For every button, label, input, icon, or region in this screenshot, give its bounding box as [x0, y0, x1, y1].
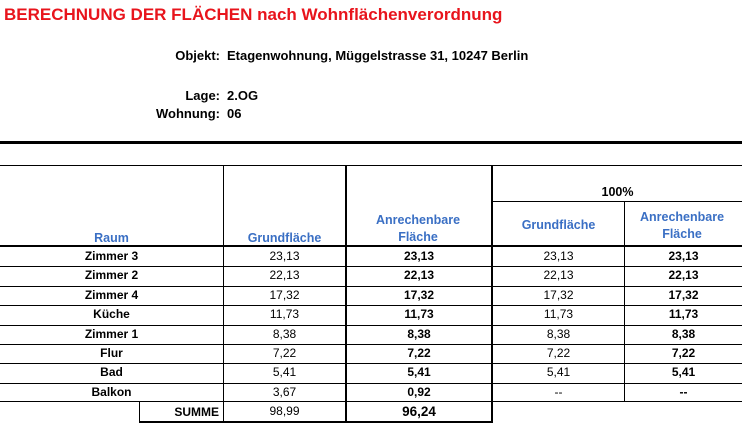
wohnung-label: Wohnung: [155, 106, 220, 121]
cell-grundflaeche: 3,67 [272, 384, 297, 399]
summe-left-border [139, 401, 140, 423]
header-anrechenbar: Anrechenbare Fläche [375, 213, 461, 244]
cell-anrechenbar: 22,13 [403, 268, 435, 283]
cell-grundflaeche: 17,32 [269, 287, 300, 302]
page-title: BERECHNUNG DER FLÄCHEN nach Wohnflächenverordnung [4, 5, 503, 24]
cell-grundflaeche-100: 8,38 [546, 326, 571, 341]
cell-anrechenbar-100: 8,38 [671, 326, 696, 341]
header-inner-top [0, 165, 742, 166]
table-top-border [0, 141, 742, 144]
cell-raum: Zimmer 4 [84, 287, 139, 302]
cell-raum: Bad [100, 365, 123, 380]
cell-raum: Küche [93, 307, 130, 322]
cell-anrechenbar: 23,13 [403, 249, 435, 263]
percent-divider [493, 201, 742, 202]
cell-grundflaeche-100: 7,22 [546, 346, 571, 360]
header-grundflaeche: Grundfläche [247, 231, 322, 245]
header-grundflaeche-100: Grundfläche [521, 218, 596, 232]
cell-raum: Zimmer 1 [84, 326, 139, 341]
lage-label: Lage: [185, 88, 220, 103]
header-percent: 100% [601, 185, 634, 199]
objekt-value: Etagenwohnung, Müggelstrasse 31, 10247 Berlin [227, 48, 529, 63]
cell-grundflaeche-100: 5,41 [546, 365, 571, 380]
cell-grundflaeche: 7,22 [272, 346, 297, 360]
wohnung-value: 06 [227, 106, 242, 121]
cell-raum: Zimmer 3 [84, 249, 139, 263]
cell-grundflaeche: 23,13 [269, 249, 300, 263]
cell-grundflaeche-100: 23,13 [543, 249, 574, 263]
row-divider [0, 266, 742, 267]
cell-anrechenbar: 17,32 [403, 287, 435, 302]
cell-anrechenbar-100: 23,13 [668, 249, 699, 263]
cell-raum: Flur [100, 346, 123, 360]
cell-anrechenbar-100: -- [679, 384, 688, 399]
cell-anrechenbar: 11,73 [404, 307, 434, 322]
cell-anrechenbar-100: 11,73 [668, 307, 699, 322]
row-divider [0, 305, 742, 306]
cell-anrechenbar: 0,92 [407, 384, 431, 399]
cell-anrechenbar: 5,41 [407, 365, 431, 380]
cell-grundflaeche-100: 17,32 [543, 287, 574, 302]
cell-raum: Balkon [91, 384, 132, 399]
cell-grundflaeche: 11,73 [269, 307, 300, 322]
header-raum: Raum [94, 231, 129, 245]
cell-grundflaeche-100: -- [554, 384, 563, 399]
row-divider [0, 383, 742, 384]
cell-anrechenbar-100: 17,32 [668, 287, 699, 302]
cell-grundflaeche: 5,41 [272, 365, 297, 380]
cell-anrechenbar: 7,22 [407, 346, 431, 360]
summe-bottom-border [139, 421, 493, 423]
cell-raum: Zimmer 2 [84, 268, 139, 283]
header-anrechenbar-100: Anrechenbare Fläche [639, 210, 725, 241]
summe-anrechenbar: 96,24 [402, 404, 436, 419]
summe-label: SUMME [174, 405, 219, 419]
cell-anrechenbar-100: 5,41 [671, 365, 696, 380]
cell-grundflaeche: 22,13 [269, 268, 300, 283]
lage-value: 2.OG [227, 88, 259, 103]
summe-grundflaeche: 98,99 [269, 404, 300, 418]
cell-grundflaeche-100: 11,73 [543, 307, 574, 322]
row-divider [0, 286, 742, 287]
cell-grundflaeche: 8,38 [272, 326, 297, 341]
cell-grundflaeche-100: 22,13 [543, 268, 574, 283]
objekt-label: Objekt: [175, 48, 220, 63]
cell-anrechenbar-100: 7,22 [671, 346, 696, 360]
row-divider [0, 363, 742, 364]
row-divider [0, 344, 742, 345]
cell-anrechenbar-100: 22,13 [668, 268, 699, 283]
row-divider [0, 325, 742, 326]
cell-anrechenbar: 8,38 [407, 326, 431, 341]
